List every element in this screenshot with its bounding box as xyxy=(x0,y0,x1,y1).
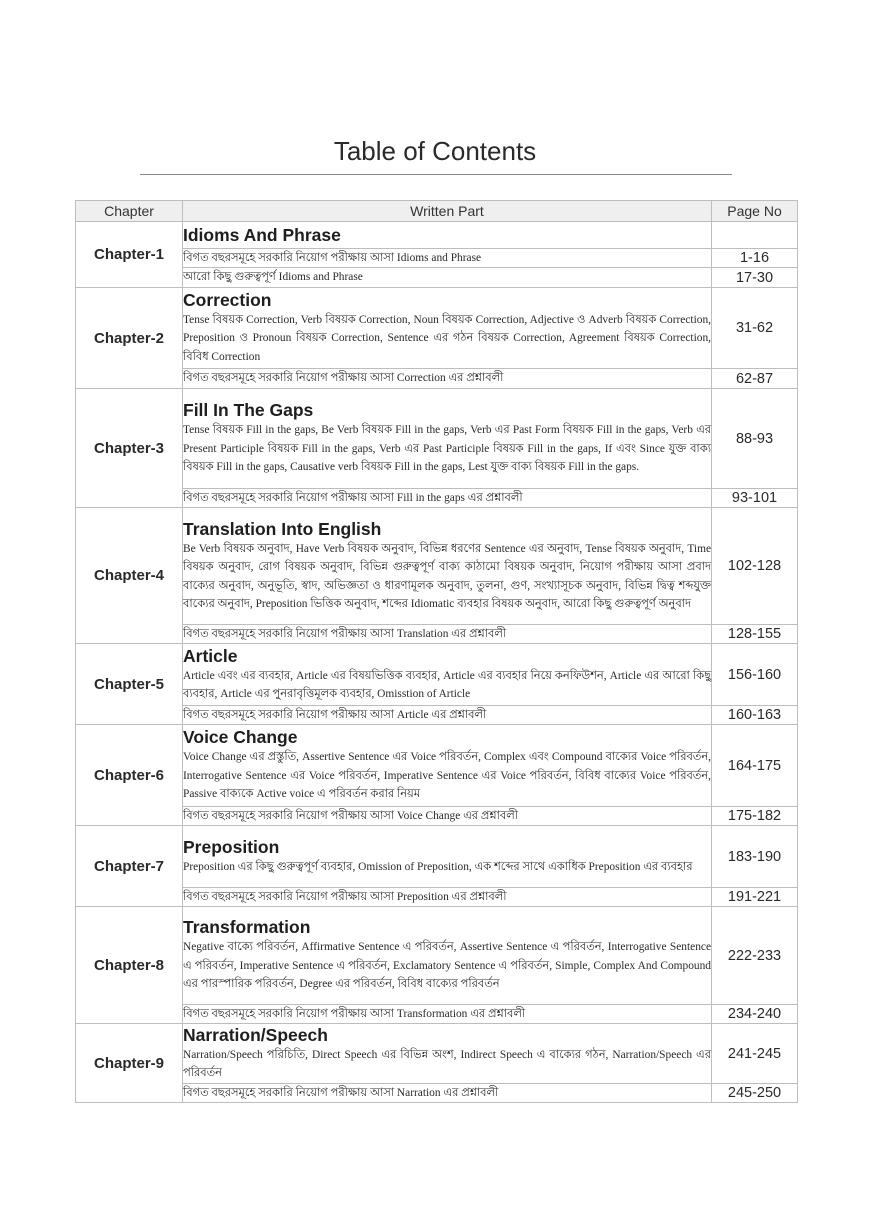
chapter-page-range: 88-93 xyxy=(712,389,798,489)
chapter-page-range: 241-245 xyxy=(712,1024,798,1084)
chapter-topic-cell xyxy=(183,1024,712,1084)
chapter-topic-cell xyxy=(183,288,712,369)
chapter-label: Chapter-7 xyxy=(76,826,183,907)
sub-page-range: 175-182 xyxy=(712,807,798,826)
chapter-sub-row xyxy=(76,625,798,644)
chapter-sub-row xyxy=(76,268,798,288)
chapter-topic-cell xyxy=(183,826,712,888)
chapter-main-row xyxy=(76,1024,798,1084)
sub-page-range: 93-101 xyxy=(712,489,798,508)
chapter-label: Chapter-2 xyxy=(76,288,183,389)
chapter-label: Chapter-5 xyxy=(76,644,183,725)
chapter-description: Tense বিষয়ক Correction, Verb বিষয়ক Correction, Noun বিষয়ক Correction, Adjective ও Adverb বিষয়ক Correction, Preposition ও Pronoun বিষয়ক Correction, Sentence এর গঠন বিষয়ক Correction, Agreement বিষয়ক Correction, বিবিধ Correction xyxy=(183,313,711,363)
sub-page-range: 17-30 xyxy=(712,268,798,288)
chapter-main-row xyxy=(76,222,798,249)
chapter-description: Preposition এর কিছু গুরুত্বপূর্ণ ব্যবহার, Omission of Preposition, এক শব্দের সাথে একাধিক Preposition এর ব্যবহার xyxy=(183,860,693,873)
chapter-sub-row xyxy=(76,489,798,508)
page-title: Table of Contents xyxy=(333,136,537,166)
chapter-topic-cell xyxy=(183,508,712,625)
sub-topic[interactable]: বিগত বছরসমূহে সরকারি নিয়োগ পরীক্ষায় আসা Narration এর প্রশ্নাবলী xyxy=(183,1084,712,1103)
chapter-sub-row xyxy=(76,888,798,907)
chapter-main-row xyxy=(76,644,798,706)
sub-topic[interactable]: বিগত বছরসমূহে সরকারি নিয়োগ পরীক্ষায় আসা Voice Change এর প্রশ্নাবলী xyxy=(183,807,712,826)
chapter-main-row xyxy=(76,725,798,807)
header-chapter: Chapter xyxy=(76,201,183,222)
chapter-heading[interactable]: Transformation xyxy=(183,917,311,938)
sub-topic[interactable]: বিগত বছরসমূহে সরকারি নিয়োগ পরীক্ষায় আসা Article এর প্রশ্নাবলী xyxy=(183,706,712,725)
chapter-page-range: 183-190 xyxy=(712,826,798,888)
chapter-sub-row xyxy=(76,369,798,389)
chapter-heading[interactable]: Voice Change xyxy=(183,727,298,748)
chapter-sub-row xyxy=(76,1005,798,1024)
sub-page-range: 191-221 xyxy=(712,888,798,907)
chapter-topic-cell xyxy=(183,907,712,1005)
title-divider xyxy=(140,174,732,175)
chapter-description: Tense বিষয়ক Fill in the gaps, Be Verb বিষয়ক Fill in the gaps, Verb এর Past Form বিষয়ক Fill in the gaps, Verb এর Present Participle বিষয়ক Fill in the gaps, Verb এর Past Participle বিষয়ক Fill in the gaps, If এবং Since যুক্ত বাক্য বিষয়ক Fill in the gaps, Causative verb বিষয়ক Fill in the gaps, Lest যুক্ত বাক্য বিষয়ক Fill in the gaps. xyxy=(183,424,711,474)
chapter-main-row xyxy=(76,826,798,888)
chapter-page-range: 31-62 xyxy=(712,288,798,369)
table-header-row xyxy=(76,201,798,222)
chapter-heading[interactable]: Narration/Speech xyxy=(183,1024,328,1045)
chapter-description: Narration/Speech পরিচিতি, Direct Speech এর বিভিন্ন অংশ, Indirect Speech এ বাক্যের গঠন, Narration/Speech এর পরিবর্তন xyxy=(183,1048,711,1079)
chapter-description: Negative বাক্যে পরিবর্তন, Affirmative Sentence এ পরিবর্তন, Assertive Sentence এ পরিবর্তন, Interrogative Sentence এ পরিবর্তন, Imperative Sentence এ পরিবর্তন, Exclamatory Sentence এ পরিবর্তন, Simple, Complex And Compound এর পারস্পারিক পরিবর্তন, Degree এর পরিবর্তন, বিবিধ বাক্যের পরিবর্তন xyxy=(183,941,711,991)
chapter-main-row xyxy=(76,508,798,625)
chapter-main-row xyxy=(76,389,798,489)
sub-topic[interactable]: বিগত বছরসমূহে সরকারি নিয়োগ পরীক্ষায় আসা Translation এর প্রশ্নাবলী xyxy=(183,625,712,644)
chapter-description: Be Verb বিষয়ক অনুবাদ, Have Verb বিষয়ক অনুবাদ, বিভিন্ন ধরণের Sentence এর অনুবাদ, Tense বিষয়ক অনুবাদ, Time বিষয়ক অনুবাদ, রোগ বিষয়ক অনুবাদ, বিভিন্ন গুরুত্বপূর্ণ বাক্য কাঠামো বিষয়ক অনুবাদ, নিয়োগ পরীক্ষায় আসা প্রবাদ বাক্যের অনুবাদ, অনুভূতি, স্বাদ, অভিজ্ঞতা ও ধারণামূলক অনুবাদ, তুলনা, গুণ, সংখ্যাসূচক অনুবাদ, বিভিন্ন দ্বিত্ব শব্দযুক্ত বাক্যের অনুবাদ, Preposition ভিত্তিক অনুবাদ, শব্দের Idiomatic ব্যবহার বিষয়ক অনুবাদ, আরো কিছু গুরুত্বপূর্ণ অনুবাদ xyxy=(183,542,711,610)
chapter-label: Chapter-9 xyxy=(76,1024,183,1103)
chapter-sub-row xyxy=(76,1084,798,1103)
chapter-heading[interactable]: Correction xyxy=(183,289,272,310)
chapter-topic-cell xyxy=(183,389,712,489)
sub-page-range: 128-155 xyxy=(712,625,798,644)
chapter-heading[interactable]: Fill In The Gaps xyxy=(183,400,314,421)
chapter-page-range: 156-160 xyxy=(712,644,798,706)
chapter-label: Chapter-4 xyxy=(76,508,183,644)
chapter-main-row xyxy=(76,907,798,1005)
sub-topic[interactable]: আরো কিছু গুরুত্বপূর্ণ Idioms and Phrase xyxy=(183,268,712,288)
chapter-page-range: 164-175 xyxy=(712,725,798,807)
sub-topic[interactable]: বিগত বছরসমূহে সরকারি নিয়োগ পরীক্ষায় আসা Idioms and Phrase xyxy=(183,249,712,268)
chapter-heading[interactable]: Article xyxy=(183,645,238,666)
chapter-topic-cell xyxy=(183,725,712,807)
sub-page-range: 234-240 xyxy=(712,1005,798,1024)
toc-table xyxy=(75,200,798,1103)
chapter-description: Voice Change এর প্রস্তুতি, Assertive Sentence এর Voice পরিবর্তন, Complex এবং Compound বাক্যের Voice পরিবর্তন, Interrogative Sentence এর Voice পরিবর্তন, Imperative Sentence এর Voice পরিবর্তন, বিবিধ বাক্যের Voice পরিবর্তন, Passive বাক্যকে Active voice এ পরিবর্তন করার নিয়ম xyxy=(183,751,711,801)
sub-page-range: 1-16 xyxy=(712,249,798,268)
chapter-main-row xyxy=(76,288,798,369)
sub-page-range: 62-87 xyxy=(712,369,798,389)
chapter-sub-row xyxy=(76,706,798,725)
chapter-heading[interactable]: Preposition xyxy=(183,836,280,857)
chapter-page-range xyxy=(712,222,798,249)
header-page-no: Page No xyxy=(712,201,798,222)
chapter-page-range: 222-233 xyxy=(712,907,798,1005)
chapter-label: Chapter-1 xyxy=(76,222,183,288)
chapter-sub-row xyxy=(76,249,798,268)
sub-page-range: 245-250 xyxy=(712,1084,798,1103)
sub-topic[interactable]: বিগত বছরসমূহে সরকারি নিয়োগ পরীক্ষায় আসা Correction এর প্রশ্নাবলী xyxy=(183,369,712,389)
sub-topic[interactable]: বিগত বছরসমূহে সরকারি নিয়োগ পরীক্ষায় আসা Preposition এর প্রশ্নাবলী xyxy=(183,888,712,907)
chapter-heading[interactable]: Idioms And Phrase xyxy=(183,224,341,245)
chapter-topic-cell xyxy=(183,222,712,249)
chapter-topic-cell xyxy=(183,644,712,706)
chapter-label: Chapter-8 xyxy=(76,907,183,1024)
sub-topic[interactable]: বিগত বছরসমূহে সরকারি নিয়োগ পরীক্ষায় আসা Transformation এর প্রশ্নাবলী xyxy=(183,1005,712,1024)
chapter-heading[interactable]: Translation Into English xyxy=(183,518,382,539)
chapter-label: Chapter-6 xyxy=(76,725,183,826)
header-written-part: Written Part xyxy=(183,201,712,222)
sub-page-range: 160-163 xyxy=(712,706,798,725)
chapter-page-range: 102-128 xyxy=(712,508,798,625)
sub-topic[interactable]: বিগত বছরসমূহে সরকারি নিয়োগ পরীক্ষায় আসা Fill in the gaps এর প্রশ্নাবলী xyxy=(183,489,712,508)
chapter-description: Article এবং এর ব্যবহার, Article এর বিষয়ভিত্তিক ব্যবহার, Article এর ব্যবহার নিয়ে কনফিউশন, Article এর আরো কিছু ব্যবহার, Article এর পুনরাবৃত্তিমূলক ব্যবহার, Omisstion of Article xyxy=(183,669,711,700)
toc-body xyxy=(76,222,798,1103)
chapter-label: Chapter-3 xyxy=(76,389,183,508)
chapter-sub-row xyxy=(76,807,798,826)
